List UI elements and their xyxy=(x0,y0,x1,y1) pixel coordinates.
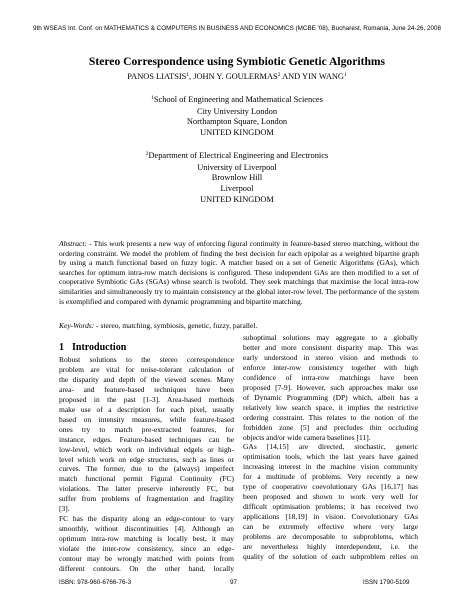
affiliation-line: University of Liverpool xyxy=(197,162,277,172)
author-separator: AND xyxy=(280,72,303,81)
body-line: can be extremely effective where very large xyxy=(243,522,418,532)
body-line: the disparity and depth of the viewed scenes. Many xyxy=(59,374,234,384)
left-column xyxy=(59,355,234,574)
keywords xyxy=(59,321,419,330)
body-line: problem are vital for noise-tolerant calculation of xyxy=(59,364,234,374)
running-header: 9th WSEAS Int. Conf. on MATHEMATICS & COMPUTERS IN BUSINESS AND ECONOMICS (MCBE '08), Bucharest, Romania, June 24-26, 2008 xyxy=(33,25,441,32)
abstract-label: Abstract: - xyxy=(59,239,92,248)
author-affiliation-mark: 1 xyxy=(343,72,347,78)
keywords-text: stereo, matching, symbiosis, genetic, fuzzy, parallel. xyxy=(100,321,258,330)
body-line: curves. The former, due to the (always) imperfect xyxy=(59,464,234,474)
body-line: based on intensity measures, while feature-based xyxy=(59,414,234,424)
affiliation-2 xyxy=(0,151,474,206)
affiliation-1 xyxy=(0,95,474,139)
body-line: been proposed and shown to work very well for xyxy=(243,492,418,502)
author-separator: , xyxy=(189,72,194,81)
body-line: are nevertheless highly interdependent, i.e. the xyxy=(243,542,418,552)
body-line: violations. The latter preserve inherently FC, but xyxy=(59,484,234,494)
body-line: suboptimal solutions may aggregate to a globally xyxy=(243,333,418,342)
body-line: problems are decomposable to subproblems, which xyxy=(243,532,418,542)
section-heading xyxy=(59,342,126,353)
body-line: proposed in the past [1-3]. Area-based methods xyxy=(59,394,234,404)
body-line: make use of a description for each pixel, usually xyxy=(59,404,234,414)
body-line: confidence of intra-row matchings have been xyxy=(243,372,418,382)
right-column xyxy=(243,333,418,562)
affiliation-line: School of Engineering and Mathematical Sciences xyxy=(153,95,323,104)
author-name: PANOS LIATSIS xyxy=(127,72,187,81)
body-line: Robust solutions to the stereo correspondence xyxy=(59,355,234,364)
affiliation-line: Brownlow Hill xyxy=(211,173,263,183)
affiliation-line: City University London xyxy=(196,106,278,116)
body-line: violate the inter-row consistency, since an edge- xyxy=(59,544,234,554)
affiliation-line: Liverpool xyxy=(220,184,254,194)
body-line: contour may be wrongly matched with points from xyxy=(59,554,234,564)
body-line: for a multitude of problems. Very recently a new xyxy=(243,472,418,482)
body-line: difficult optimisation problems; it has received two xyxy=(243,502,418,512)
affiliation-mark: 2 xyxy=(145,151,149,157)
author-affiliation-mark: 1 xyxy=(186,72,190,78)
body-line: optimum intra-row matching is locally best, it may xyxy=(59,534,234,544)
body-line: ordering constraint. This relates to the notion of the xyxy=(243,412,418,422)
author-name: JOHN Y. GOULERMAS xyxy=(193,72,278,81)
footer-isbn: ISBN: 978-960-6766-76-3 xyxy=(59,579,132,586)
body-line: enforce inter-row consistency together with high xyxy=(243,362,418,372)
body-line: different contours. On the other hand, locally xyxy=(59,564,234,574)
body-line: low-level, which work on individual edgels or high- xyxy=(59,444,234,454)
author-name: YIN WANG xyxy=(302,72,344,81)
affiliation-line: Department of Electrical Engineering and Electronics xyxy=(148,151,329,160)
affiliation-line: UNITED KINGDOM xyxy=(200,128,274,138)
keywords-label: Key-Words: - xyxy=(59,321,99,330)
abstract xyxy=(59,239,419,306)
body-line: optimisation tools, which the last years have gained xyxy=(243,452,418,462)
affiliation-line: Northampton Square, London xyxy=(186,117,288,127)
body-line: FC has the disparity along an edge-contour to vary xyxy=(59,514,234,524)
footer-page-number: 97 xyxy=(230,579,238,586)
body-line: early understood in stereo vision and methods to xyxy=(243,352,418,362)
paper-title: Stereo Correspondence using Symbiotic Genetic Algorithms xyxy=(88,55,386,68)
abstract-text: This work presents a new way of enforcing figural continuity in feature-based stereo matching, without the ordering constraint. We model the problem of finding the best decision for each epipolar as a weighted bipartite graph by using a match functional based on fuzzy logic. A matcher based on a set of Genetic Algorithms (GAs), which searches for optimum intra-row match decisions is configured. These independent GAs are then modified to a set of cooperative Symbiotic GAs (SGAs) whose search is twofold. They seek matchings that maximise the local intra-row similarities and simultaneously try to maintain consistency at the global inter-row level. The performance of the system is exemplified and compared with dynamic programming and bipartite matching. xyxy=(59,239,419,306)
body-line: match functional permit Figural Continuity (FC) xyxy=(59,474,234,484)
body-line: type of cooperative coevolutionary GAs [16,17] has xyxy=(243,482,418,492)
body-line: objects and/or wide camera baselines [11]. xyxy=(243,432,371,442)
section-number: 1 xyxy=(59,342,64,353)
body-line: instance, edges. Feature-based techniques can be xyxy=(59,434,234,444)
affiliation-mark: 1 xyxy=(151,95,154,101)
author-list xyxy=(0,72,474,81)
footer-issn: ISSN 1790-5109 xyxy=(363,579,410,586)
author-affiliation-mark: 2 xyxy=(277,72,281,78)
body-line: ones try to match pre-extracted features, for xyxy=(59,424,234,434)
body-line: forbidden zone [5] and precludes thin occluding xyxy=(243,422,418,432)
body-line: level which work on edge structures, such as lines or xyxy=(59,454,234,464)
body-line: increasing interest in the machine vision community xyxy=(243,462,418,472)
body-line: suffer from problems of fragmentation and fragility xyxy=(59,494,234,504)
body-line: smoothly, without discontinuities [4]. Although an xyxy=(59,524,234,534)
section-title: Introduction xyxy=(72,342,127,353)
body-line: [3]. xyxy=(59,504,70,514)
body-line: applications [18,19] in vision. Coevolutionary GAs xyxy=(243,512,418,522)
body-line: proposed [7-9]. However, such approaches make use xyxy=(243,382,418,392)
affiliation-line: UNITED KINGDOM xyxy=(200,194,274,204)
body-line: GAs [14,15] are directed, stochastic, generic xyxy=(243,442,418,452)
body-line: of Dynamic Programming (DP) which, albeit has a xyxy=(243,392,418,402)
body-line: relatively low search space, it implies the restrictive xyxy=(243,402,418,412)
body-line: better and more consistent disparity map. This was xyxy=(243,342,418,352)
body-line: area- and feature-based techniques have been xyxy=(59,384,234,394)
body-line: quality of the solution of each subproblem relies on xyxy=(243,551,418,561)
